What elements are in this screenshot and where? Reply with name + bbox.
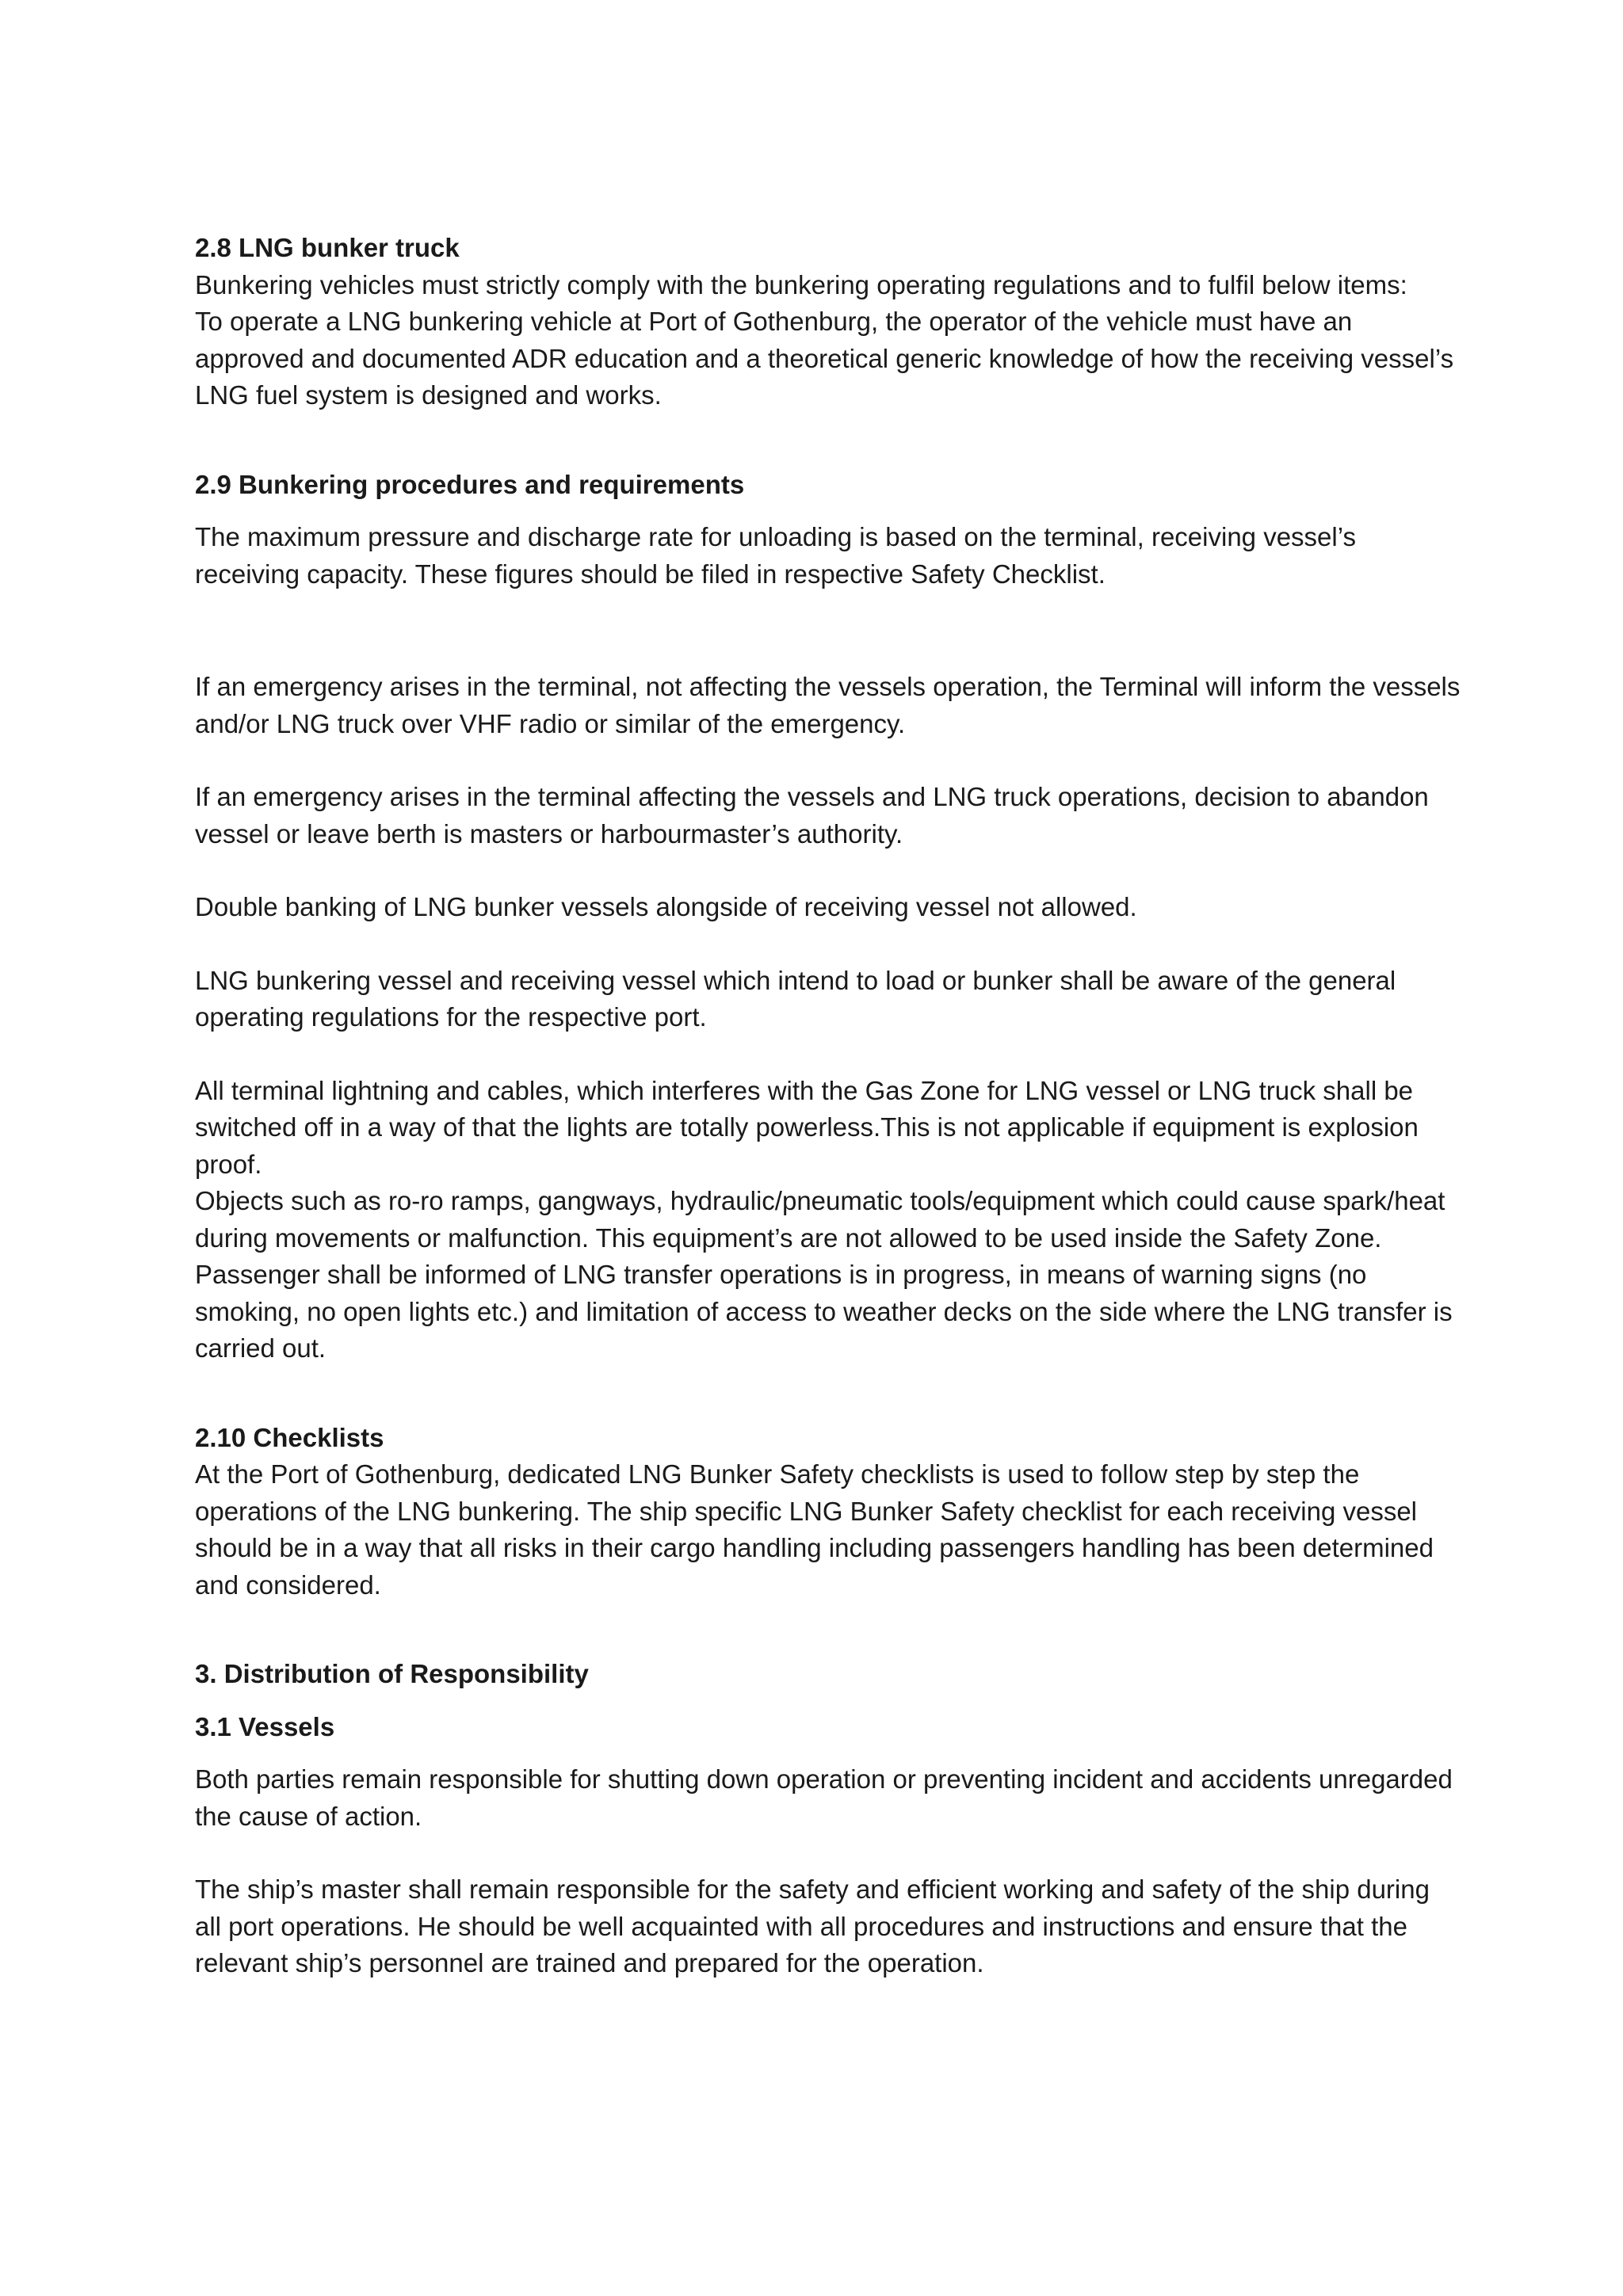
heading-2-10: 2.10 Checklists bbox=[195, 1422, 384, 1452]
paragraph: All terminal lightning and cables, which interferes with the Gas Zone for LNG vessel or LNG truck shall be switched off in a way of that the lights are totally powerless.This is not applicable if equipment is explosion proof. bbox=[195, 1075, 1419, 1179]
paragraph: Bunkering vehicles must strictly comply with the bunkering operating regulations and to fulfil below items: bbox=[195, 269, 1407, 299]
heading-3-1: 3.1 Vessels bbox=[195, 1711, 335, 1741]
paragraph: Both parties remain responsible for shutting down operation or preventing incident and accidents unregarded the cause of action. bbox=[195, 1764, 1453, 1831]
paragraph: The ship’s master shall remain responsible for the safety and efficient working and safety of the ship during all port operations. He should be well acquainted with all procedures and instructions and ensure that the relevant ship’s personnel are trained and prepared for the operation. bbox=[195, 1875, 1430, 1978]
paragraph: To operate a LNG bunkering vehicle at Port of Gothenburg, the operator of the vehicle must have an approved and documented ADR education and a theoretical generic knowledge of how the receiving vessel’s LNG fuel system is designed and works. bbox=[195, 307, 1454, 410]
paragraph: Passenger shall be informed of LNG transfer operations is in progress, in means of warning signs (no smoking, no open lights etc.) and limitation of access to weather decks on the side where the LNG transfer is carried out. bbox=[195, 1260, 1453, 1363]
heading-2-9: 2.9 Bunkering procedures and requirements bbox=[195, 469, 745, 499]
paragraph: The maximum pressure and discharge rate for unloading is based on the terminal, receiving vessel’s receiving capacity. These figures should be filed in respective Safety Checklist. bbox=[195, 522, 1356, 589]
heading-2-8: 2.8 LNG bunker truck bbox=[195, 233, 460, 262]
paragraph: If an emergency arises in the terminal affecting the vessels and LNG truck operations, decision to abandon vessel or leave berth is masters or harbourmaster’s authority. bbox=[195, 782, 1429, 849]
paragraph: LNG bunkering vessel and receiving vessel which intend to load or bunker shall be aware of the general operating regulations for the respective port. bbox=[195, 965, 1396, 1032]
paragraph: Double banking of LNG bunker vessels alongside of receiving vessel not allowed. bbox=[195, 892, 1137, 921]
heading-3: 3. Distribution of Responsibility bbox=[195, 1659, 589, 1688]
paragraph: If an emergency arises in the terminal, not affecting the vessels operation, the Terminal will inform the vessels and/or LNG truck over VHF radio or similar of the emergency. bbox=[195, 672, 1461, 738]
paragraph: At the Port of Gothenburg, dedicated LNG Bunker Safety checklists is used to follow step by step the operations of the LNG bunkering. The ship specific LNG Bunker Safety checklist for each receiving vessel should be in a way that all risks in their cargo handling including passengers handling has been determined and considered. bbox=[195, 1459, 1434, 1600]
paragraph: Objects such as ro-ro ramps, gangways, hydraulic/pneumatic tools/equipment which could cause spark/heat during movements or malfunction. This equipment’s are not allowed to be used inside the Safety Zone. bbox=[195, 1186, 1445, 1253]
document-page bbox=[195, 230, 1463, 1982]
